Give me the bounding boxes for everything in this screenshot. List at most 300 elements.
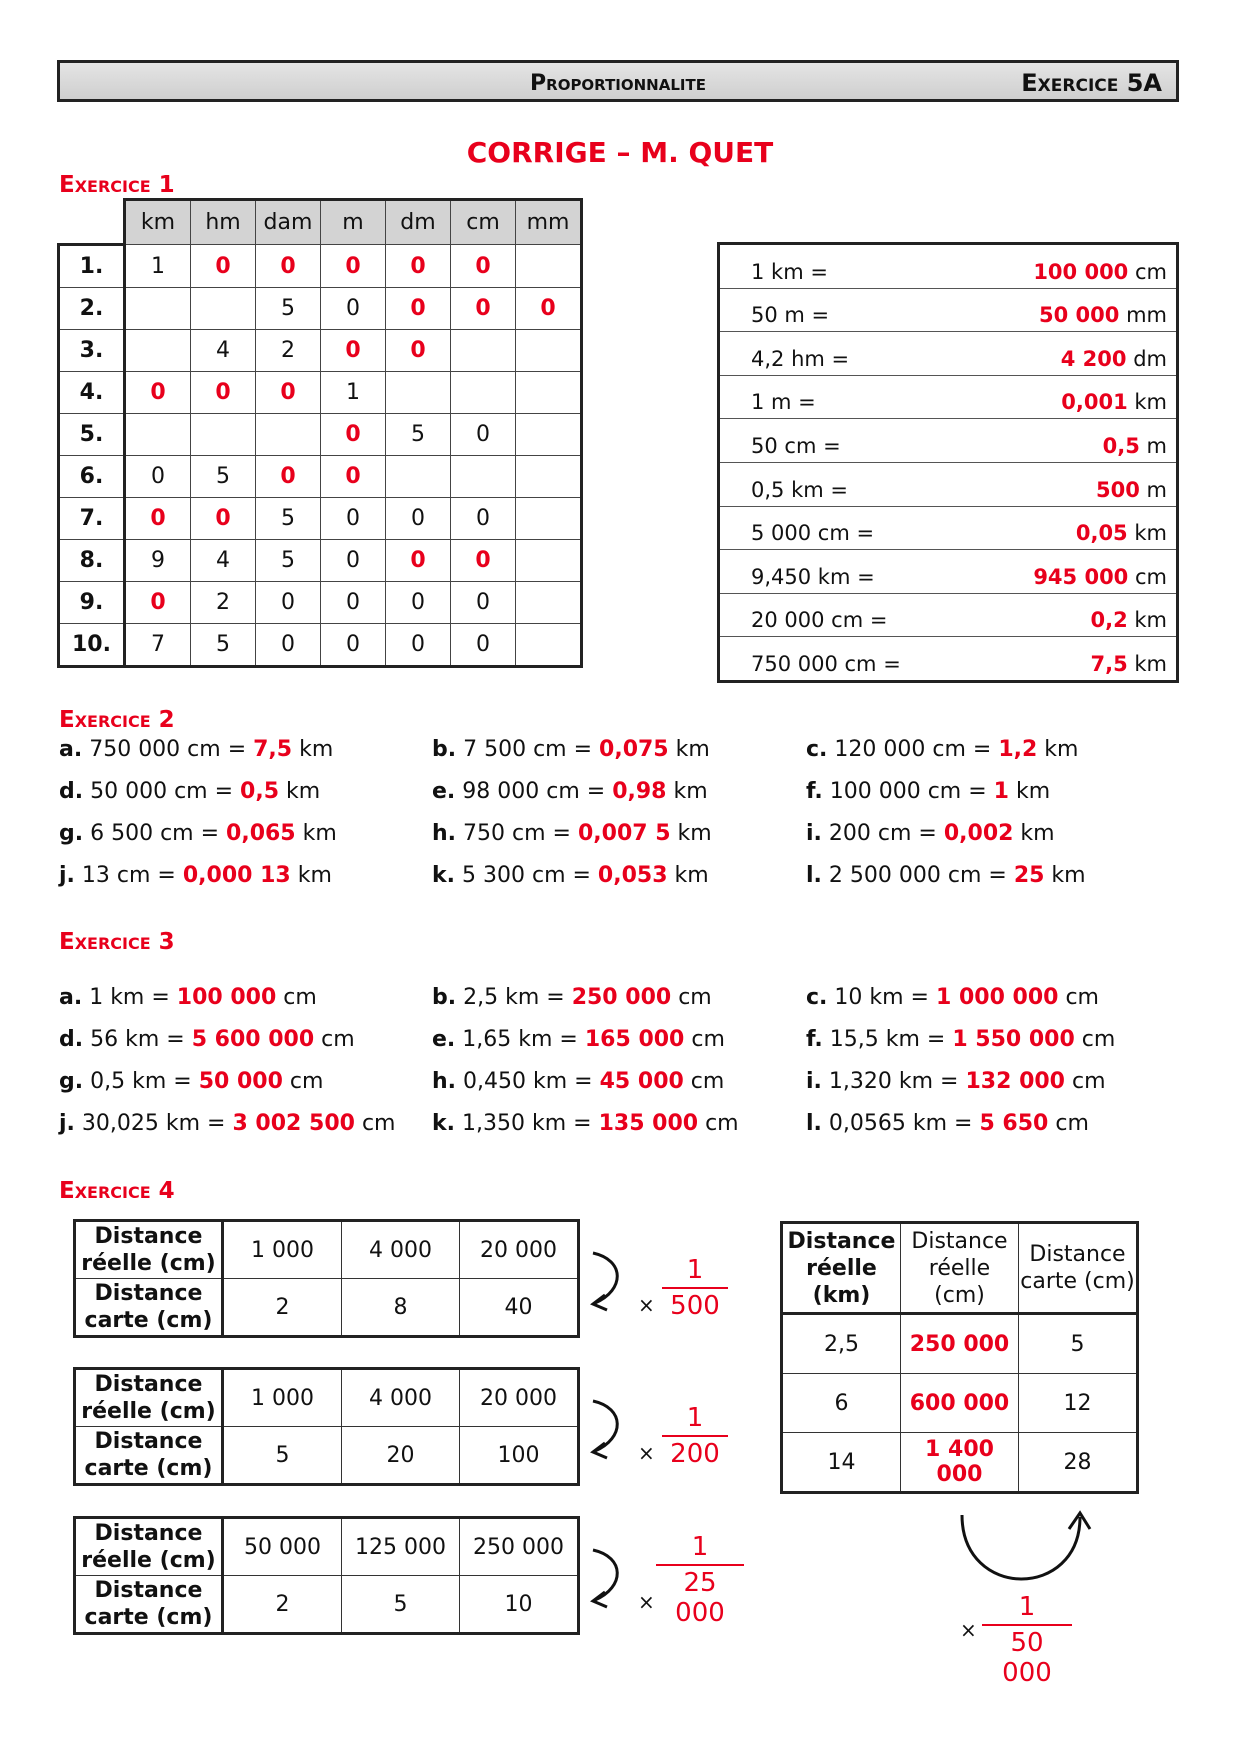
unit-cell: 1 (321, 372, 386, 414)
unit-cell: 0 (321, 456, 386, 498)
header-exercise: Exercice 5A (1021, 69, 1162, 97)
item-question: 98 000 cm = (462, 779, 613, 804)
item-answer: 0,007 5 (577, 821, 671, 846)
item-question: 200 cm = (828, 821, 944, 846)
item-letter: c. (806, 737, 828, 762)
scale-table (73, 1219, 580, 1338)
unit-cell: 0 (451, 624, 516, 667)
item-answer: 1 550 000 (952, 1027, 1075, 1052)
unit-cell: 0 (451, 498, 516, 540)
exercise-item (432, 1111, 739, 1136)
answer-unit: mm (1126, 303, 1167, 328)
scale-cell: 2 (223, 1279, 342, 1337)
conversion-answer (1096, 478, 1167, 502)
big-scale-den: 50 000 (1002, 1628, 1052, 1688)
item-letter: j. (59, 863, 75, 888)
item-unit: cm (698, 1111, 739, 1136)
answer-unit: km (1134, 651, 1167, 676)
scale-cell: 5 (342, 1576, 460, 1634)
conversion-answer (1090, 652, 1167, 676)
exercise-item (806, 821, 1055, 846)
item-letter: i. (806, 821, 822, 846)
map-distance-row (75, 1427, 579, 1485)
unit-header-row (59, 200, 582, 245)
item-answer: 132 000 (965, 1069, 1065, 1094)
unit-cell: 0 (321, 288, 386, 330)
item-letter: f. (806, 779, 823, 804)
row-header: Distance réelle (cm) (75, 1221, 223, 1279)
row-label: 3. (59, 330, 125, 372)
unit-cell (125, 288, 191, 330)
times-sign: × (638, 1293, 655, 1317)
unit-header: dm (386, 200, 451, 245)
item-letter: b. (432, 737, 457, 762)
item-unit: km (1008, 779, 1051, 804)
conversion-answer (1039, 303, 1167, 327)
big-table-header-cell: Distance carte (cm) (1019, 1223, 1138, 1314)
answer-value: 0,001 (1061, 390, 1128, 415)
item-unit: cm (684, 1027, 725, 1052)
scale-fraction (662, 1403, 728, 1469)
scale-cell: 40 (460, 1279, 579, 1337)
conversion-row (720, 245, 1176, 289)
item-letter: k. (432, 863, 455, 888)
conversion-question: 20 000 cm = (751, 608, 888, 633)
unit-cell (386, 372, 451, 414)
big-table-header-cell: Distance réelle (cm) (901, 1223, 1019, 1314)
map-distance-row (75, 1279, 579, 1337)
unit-row (59, 582, 582, 624)
item-question: 50 000 cm = (90, 779, 241, 804)
big-table-cell: 5 (1019, 1314, 1138, 1374)
exercise-item (59, 1069, 323, 1094)
big-table-cell: 28 (1019, 1433, 1138, 1493)
conversion-row (720, 289, 1176, 333)
conversion-row (720, 419, 1176, 463)
big-table-header-cell: Distance réelle (km) (782, 1223, 901, 1314)
row-header: Distance carte (cm) (75, 1576, 223, 1634)
item-letter: l. (806, 863, 822, 888)
item-question: 5 300 cm = (462, 863, 598, 888)
scale-cell: 5 (223, 1427, 342, 1485)
unit-row (59, 624, 582, 667)
item-answer: 0,053 (597, 863, 668, 888)
curved-arrow-icon (585, 1393, 635, 1468)
exercise-item (806, 779, 1050, 804)
fraction-numerator: 1 (656, 1532, 744, 1566)
unit-cell: 5 (256, 288, 321, 330)
exercise-item (432, 737, 710, 762)
item-question: 13 cm = (81, 863, 183, 888)
item-letter: c. (806, 985, 828, 1010)
unit-row (59, 498, 582, 540)
unit-cell: 0 (321, 624, 386, 667)
answer-value: 7,5 (1090, 651, 1128, 676)
answer-unit: km (1134, 608, 1167, 633)
scale-cell: 50 000 (223, 1518, 342, 1576)
item-question: 0,5 km = (90, 1069, 199, 1094)
unit-cell: 0 (321, 540, 386, 582)
unit-cell: 0 (256, 456, 321, 498)
item-unit: km (290, 863, 332, 888)
fraction-denominator: 500 (670, 1291, 720, 1321)
conversion-answer (1061, 390, 1167, 414)
times-sign: × (638, 1441, 655, 1465)
unit-cell: 0 (386, 245, 451, 288)
exercise-item (432, 1069, 724, 1094)
ex1-label: Exercice 1 (59, 172, 175, 198)
scale-cell: 4 000 (342, 1369, 460, 1427)
real-distance-row (75, 1221, 579, 1279)
exercise-item (806, 985, 1099, 1010)
unit-cell (386, 456, 451, 498)
item-letter: k. (432, 1111, 455, 1136)
exercise-item (59, 985, 317, 1010)
conversion-question: 50 cm = (751, 433, 841, 458)
conversion-row (720, 594, 1176, 638)
item-letter: j. (59, 1111, 75, 1136)
row-header: Distance carte (cm) (75, 1279, 223, 1337)
answer-value: 500 (1096, 477, 1140, 502)
unit-row (59, 288, 582, 330)
unit-cell (516, 414, 582, 456)
item-answer: 0,002 (943, 821, 1014, 846)
item-unit: cm (683, 1069, 725, 1094)
row-label: 2. (59, 288, 125, 330)
item-unit: km (279, 779, 321, 804)
unit-cell: 7 (125, 624, 191, 667)
unit-cell (516, 372, 582, 414)
item-answer: 0,98 (612, 779, 667, 804)
item-answer: 135 000 (598, 1111, 699, 1136)
row-label: 10. (59, 624, 125, 667)
scale-cell: 20 (342, 1427, 460, 1485)
item-unit: km (668, 737, 710, 762)
item-question: 56 km = (90, 1027, 192, 1052)
conversion-answer (1103, 434, 1167, 458)
scale-cell: 20 000 (460, 1369, 579, 1427)
conversion-question: 4,2 hm = (751, 346, 850, 371)
unit-cell: 0 (321, 498, 386, 540)
item-letter: h. (432, 821, 457, 846)
exercise-item (59, 1111, 395, 1136)
answer-unit: km (1134, 521, 1167, 546)
conversion-row (720, 507, 1176, 551)
fraction-denominator: 25 000 (675, 1568, 725, 1628)
conversion-question: 0,5 km = (751, 477, 848, 502)
ex4-big-table (780, 1221, 1139, 1494)
item-answer: 1 (993, 779, 1009, 804)
ex1-conversions (717, 242, 1179, 683)
scale-cell: 100 (460, 1427, 579, 1485)
conversion-row (720, 376, 1176, 420)
ex2-label: Exercice 2 (59, 707, 175, 733)
answer-unit: km (1134, 390, 1167, 415)
unit-row (59, 245, 582, 288)
item-unit: cm (1048, 1111, 1089, 1136)
item-answer: 0,065 (226, 821, 296, 846)
big-table-cell: 600 000 (901, 1374, 1019, 1433)
times-sign: × (638, 1590, 655, 1614)
item-unit: cm (276, 985, 317, 1010)
exercise-item (432, 1027, 725, 1052)
item-answer: 7,5 (253, 737, 293, 762)
big-times-sign: × (960, 1618, 977, 1642)
unit-cell: 0 (191, 245, 256, 288)
item-letter: d. (59, 1027, 84, 1052)
answer-unit: dm (1133, 346, 1167, 371)
exercise-item (432, 863, 709, 888)
unit-cell: 0 (451, 414, 516, 456)
item-question: 100 000 cm = (829, 779, 994, 804)
unit-cell (256, 414, 321, 456)
row-label: 5. (59, 414, 125, 456)
item-answer: 1 000 000 (935, 985, 1059, 1010)
answer-value: 0,2 (1090, 608, 1128, 633)
row-header: Distance réelle (cm) (75, 1518, 223, 1576)
row-label: 4. (59, 372, 125, 414)
exercise-item (806, 1027, 1115, 1052)
unit-header: km (125, 200, 191, 245)
item-answer: 25 (1013, 863, 1045, 888)
item-answer: 0,075 (599, 737, 669, 762)
big-scale-fraction (982, 1592, 1072, 1688)
row-header: Distance carte (cm) (75, 1427, 223, 1485)
exercise-item (59, 737, 333, 762)
scale-cell: 4 000 (342, 1221, 460, 1279)
exercise-item (59, 1027, 355, 1052)
answer-unit: cm (1134, 564, 1167, 589)
real-distance-row (75, 1518, 579, 1576)
big-table-row (782, 1433, 1138, 1493)
unit-cell: 2 (191, 582, 256, 624)
fraction-denominator: 200 (670, 1439, 720, 1469)
big-table-cell: 2,5 (782, 1314, 901, 1374)
unit-cell: 0 (256, 582, 321, 624)
exercise-item (806, 863, 1086, 888)
answer-value: 100 000 (1033, 259, 1129, 284)
unit-cell: 1 (125, 245, 191, 288)
unit-cell: 0 (386, 624, 451, 667)
unit-header: dam (256, 200, 321, 245)
header-title: Proportionnalite (530, 71, 706, 96)
item-unit: cm (671, 985, 712, 1010)
unit-cell: 5 (256, 540, 321, 582)
page-header (57, 60, 1179, 102)
item-unit: km (1013, 821, 1055, 846)
row-label: 9. (59, 582, 125, 624)
ex4-label: Exercice 4 (59, 1178, 175, 1204)
item-letter: g. (59, 1069, 84, 1094)
unit-cell (191, 414, 256, 456)
exercise-item (59, 863, 332, 888)
ex3-label: Exercice 3 (59, 929, 175, 955)
unit-cell (191, 288, 256, 330)
conversion-answer (1090, 608, 1167, 632)
item-answer: 0,5 (240, 779, 280, 804)
unit-cell (451, 372, 516, 414)
item-question: 120 000 cm = (834, 737, 999, 762)
item-question: 7 500 cm = (463, 737, 600, 762)
unit-cell: 5 (256, 498, 321, 540)
item-question: 6 500 cm = (90, 821, 227, 846)
item-letter: e. (432, 779, 456, 804)
item-letter: b. (432, 985, 457, 1010)
real-distance-row (75, 1369, 579, 1427)
item-answer: 0,000 13 (182, 863, 291, 888)
unit-header: hm (191, 200, 256, 245)
ex1-unit-table (57, 198, 583, 668)
answer-value: 4 200 (1060, 346, 1127, 371)
scale-cell: 2 (223, 1576, 342, 1634)
item-question: 2 500 000 cm = (828, 863, 1014, 888)
unit-cell: 0 (321, 414, 386, 456)
item-question: 30,025 km = (81, 1111, 233, 1136)
scale-cell: 125 000 (342, 1518, 460, 1576)
unit-cell: 0 (125, 372, 191, 414)
item-answer: 3 002 500 (232, 1111, 355, 1136)
unit-cell (451, 456, 516, 498)
item-answer: 50 000 (198, 1069, 283, 1094)
exercise-item (432, 985, 712, 1010)
item-answer: 5 600 000 (191, 1027, 315, 1052)
unit-cell (516, 245, 582, 288)
corner-cell (59, 200, 125, 245)
item-question: 15,5 km = (829, 1027, 953, 1052)
exercise-item (432, 821, 712, 846)
exercise-item (59, 779, 320, 804)
item-unit: cm (1074, 1027, 1116, 1052)
conversion-row (720, 550, 1176, 594)
conversion-question: 1 km = (751, 259, 828, 284)
fraction-numerator: 1 (662, 1255, 728, 1289)
unit-cell: 5 (191, 624, 256, 667)
unit-cell: 2 (256, 330, 321, 372)
curved-arrow-icon (585, 1542, 635, 1617)
big-table-cell: 14 (782, 1433, 901, 1493)
item-letter: f. (806, 1027, 823, 1052)
item-question: 1,65 km = (462, 1027, 585, 1052)
answer-value: 50 000 (1039, 303, 1120, 328)
answer-value: 0,05 (1075, 521, 1128, 546)
unit-row (59, 330, 582, 372)
exercise-item (806, 1111, 1089, 1136)
item-unit: km (670, 821, 712, 846)
big-table-cell: 12 (1019, 1374, 1138, 1433)
item-unit: cm (314, 1027, 355, 1052)
item-unit: cm (1058, 985, 1099, 1010)
unit-header: mm (516, 200, 582, 245)
unit-cell: 5 (386, 414, 451, 456)
item-question: 750 cm = (463, 821, 578, 846)
big-table-cell: 250 000 (901, 1314, 1019, 1374)
answer-unit: m (1146, 433, 1167, 458)
conversion-question: 1 m = (751, 390, 816, 415)
item-letter: a. (59, 985, 83, 1010)
item-answer: 165 000 (584, 1027, 685, 1052)
row-label: 6. (59, 456, 125, 498)
unit-row (59, 372, 582, 414)
conversion-row (720, 463, 1176, 507)
unit-cell: 0 (256, 372, 321, 414)
item-unit: km (295, 821, 337, 846)
unit-cell: 0 (386, 498, 451, 540)
map-distance-row (75, 1576, 579, 1634)
exercise-item (432, 779, 708, 804)
unit-cell: 0 (125, 582, 191, 624)
item-unit: km (667, 863, 709, 888)
unit-cell (125, 414, 191, 456)
item-question: 1 km = (89, 985, 177, 1010)
item-unit: km (292, 737, 334, 762)
unit-cell: 0 (516, 288, 582, 330)
unit-cell (516, 498, 582, 540)
scale-fraction (662, 1255, 728, 1321)
unit-cell: 0 (321, 330, 386, 372)
unit-cell: 9 (125, 540, 191, 582)
conversion-answer (1061, 347, 1167, 371)
unit-cell: 0 (386, 582, 451, 624)
conversion-question: 9,450 km = (751, 564, 875, 589)
unit-cell: 0 (191, 498, 256, 540)
item-unit: km (1044, 863, 1086, 888)
unit-cell: 4 (191, 540, 256, 582)
conversion-answer (1033, 260, 1167, 284)
answer-unit: m (1146, 477, 1167, 502)
row-label: 8. (59, 540, 125, 582)
item-letter: i. (806, 1069, 822, 1094)
unit-row (59, 414, 582, 456)
unit-cell: 0 (386, 540, 451, 582)
unit-row (59, 456, 582, 498)
big-table-row (782, 1314, 1138, 1374)
item-question: 2,5 km = (463, 985, 572, 1010)
exercise-item (806, 1069, 1106, 1094)
scale-cell: 20 000 (460, 1221, 579, 1279)
item-question: 0,450 km = (463, 1069, 600, 1094)
scale-cell: 1 000 (223, 1221, 342, 1279)
scale-cell: 10 (460, 1576, 579, 1634)
exercise-item (59, 821, 337, 846)
item-letter: l. (806, 1111, 822, 1136)
scale-cell: 8 (342, 1279, 460, 1337)
unit-row (59, 540, 582, 582)
item-unit: cm (282, 1069, 324, 1094)
answer-unit: cm (1134, 259, 1167, 284)
unit-header: m (321, 200, 386, 245)
corrige-title: CORRIGE – M. QUET (466, 136, 774, 169)
big-table-cell: 1 400 000 (901, 1433, 1019, 1493)
unit-cell (451, 330, 516, 372)
item-unit: km (1037, 737, 1079, 762)
unit-cell: 0 (451, 540, 516, 582)
unit-cell: 0 (451, 288, 516, 330)
unit-cell: 0 (321, 245, 386, 288)
scale-fraction (656, 1532, 744, 1628)
unit-cell (516, 456, 582, 498)
unit-cell (516, 540, 582, 582)
item-unit: cm (354, 1111, 396, 1136)
item-question: 750 000 cm = (89, 737, 254, 762)
unit-cell: 0 (451, 582, 516, 624)
scale-cell: 1 000 (223, 1369, 342, 1427)
item-answer: 1,2 (998, 737, 1038, 762)
answer-value: 945 000 (1033, 564, 1129, 589)
exercise-item (806, 737, 1078, 762)
scale-table (73, 1367, 580, 1486)
unit-cell (516, 624, 582, 667)
item-unit: cm (1065, 1069, 1106, 1094)
